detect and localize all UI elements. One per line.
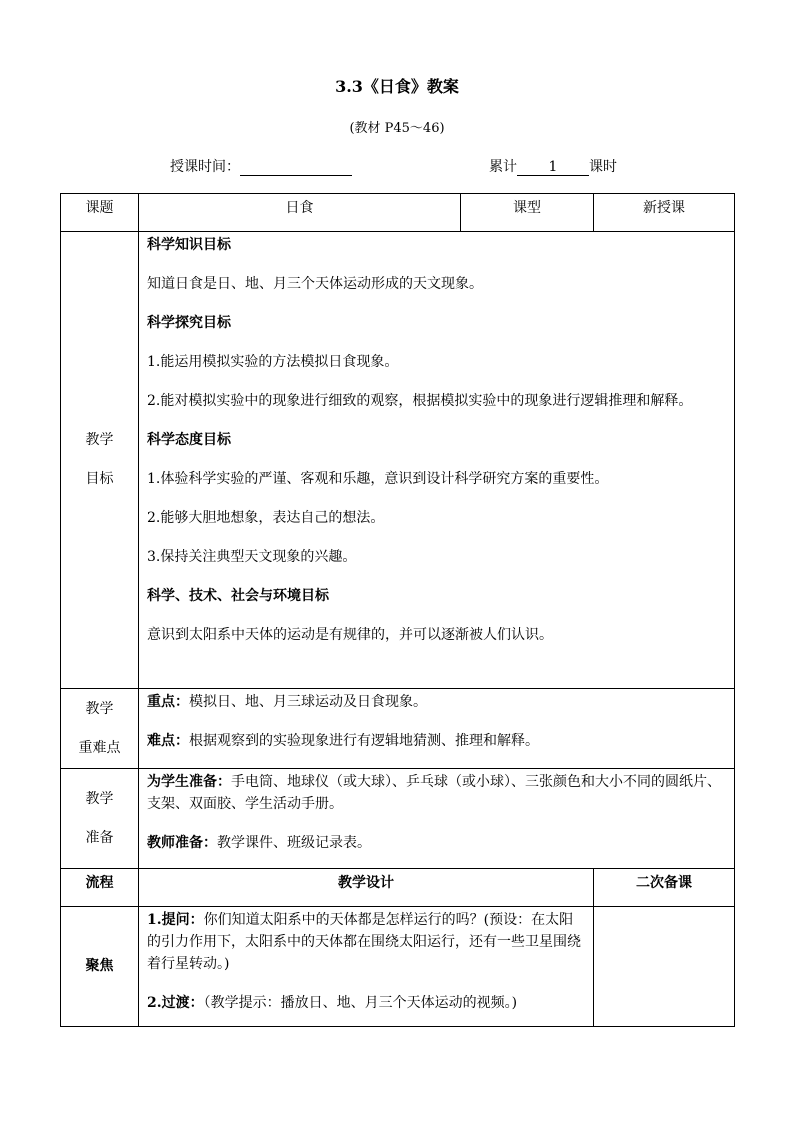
goals-content-cell (139, 232, 735, 689)
inquiry-goal-2: 2.能对模拟实验中的现象进行细致的观察，根据模拟实验中的现象进行逻辑推理和解释。 (147, 393, 693, 409)
topic-row (61, 194, 735, 232)
class-time-blank (240, 161, 352, 176)
attitude-goal-heading: 科学态度目标 (147, 432, 231, 448)
knowledge-goal-heading: 科学知识目标 (147, 237, 231, 253)
key-point (147, 691, 726, 713)
class-time-label: 授课时间： (170, 159, 240, 175)
attitude-goal-2: 2.能够大胆地想象，表达自己的想法。 (147, 510, 385, 526)
lesson-type-label-cell: 课型 (461, 194, 594, 232)
lesson-count-unit: 课时 (589, 159, 617, 175)
key-points-row (61, 689, 735, 769)
stse-goal-text: 意识到太阳系中天体的运动是有规律的，并可以逐渐被人们认识。 (147, 627, 553, 643)
preparation-label-line1: 教学 (85, 790, 114, 807)
focus-transition (147, 992, 585, 1014)
key-points-label-line2: 重难点 (78, 739, 121, 756)
focus-transition-label: 2.过渡： (147, 995, 204, 1011)
goals-label-line2: 目标 (85, 471, 114, 487)
difficult-point-label: 难点： (147, 733, 189, 749)
goals-row (61, 232, 735, 689)
teacher-preparation-label: 教师准备： (147, 835, 217, 851)
focus-question (147, 909, 585, 975)
key-points-label-line1: 教学 (85, 700, 114, 717)
knowledge-goal-text: 知道日食是日、地、月三个天体运动形成的天文现象。 (147, 276, 483, 292)
flow-label-cell: 流程 (61, 869, 139, 907)
student-preparation-text: 手电筒、地球仪（或大球）、乒乓球（或小球）、三张颜色和大小不同的圆纸片、支架、双面胶、学生活动手册。 (147, 774, 721, 812)
teacher-preparation-text: 教学课件、班级记录表。 (217, 835, 371, 851)
preparation-content-cell (139, 769, 735, 869)
topic-value-cell: 日食 (139, 194, 461, 232)
key-point-text: 模拟日、地、月三球运动及日食现象。 (189, 694, 427, 710)
focus-second-prep-cell (594, 907, 735, 1027)
key-points-content-cell (139, 689, 735, 769)
second-prep-label-cell: 二次备课 (594, 869, 735, 907)
design-label-cell: 教学设计 (139, 869, 594, 907)
focus-row (61, 907, 735, 1027)
attitude-goal-3: 3.保持关注典型天文现象的兴趣。 (147, 549, 357, 565)
lesson-type-value-cell: 新授课 (594, 194, 735, 232)
goals-label-cell (61, 232, 139, 689)
focus-transition-text: （教学提示：播放日、地、月三个天体运动的视频。) (203, 995, 518, 1011)
inquiry-goal-1: 1.能运用模拟实验的方法模拟日食现象。 (147, 354, 399, 370)
topic-label-cell: 课题 (61, 194, 139, 232)
page-title: 3.3《日食》教案 (335, 77, 459, 96)
student-preparation-label: 为学生准备： (147, 774, 231, 790)
key-points-label-cell (61, 689, 139, 769)
difficult-point-text: 根据观察到的实验现象进行有逻辑地猜测、推理和解释。 (189, 733, 539, 749)
key-point-label: 重点： (147, 694, 189, 710)
focus-content-cell (139, 907, 594, 1027)
preparation-label-line2: 准备 (85, 829, 114, 846)
class-time (170, 156, 352, 176)
preparation-label-cell (61, 769, 139, 869)
focus-label-cell: 聚焦 (61, 907, 139, 1027)
flow-header-row (61, 869, 735, 907)
focus-question-label: 1.提问： (147, 912, 204, 928)
student-preparation (147, 771, 726, 815)
lesson-count (489, 156, 617, 176)
stse-goal-heading: 科学、技术、社会与环境目标 (147, 588, 329, 604)
inquiry-goal-heading: 科学探究目标 (147, 315, 231, 331)
page-subtitle: (教材 P45～46) (349, 121, 445, 136)
preparation-row (61, 769, 735, 869)
lesson-count-label: 累计 (489, 159, 517, 175)
difficult-point (147, 730, 726, 752)
focus-question-text: 你们知道太阳系中的天体都是怎样运行的吗？(预设：在太阳的引力作用下，太阳系中的天体都在围绕太阳运行，还有一些卫星围绕着行星转动。) (147, 912, 581, 972)
teacher-preparation (147, 832, 726, 854)
lesson-count-value: 1 (517, 159, 589, 176)
goals-label-line1: 教学 (85, 432, 114, 448)
lesson-plan-table (60, 193, 735, 1027)
attitude-goal-1: 1.体验科学实验的严谨、客观和乐趣，意识到设计科学研究方案的重要性。 (147, 471, 609, 487)
